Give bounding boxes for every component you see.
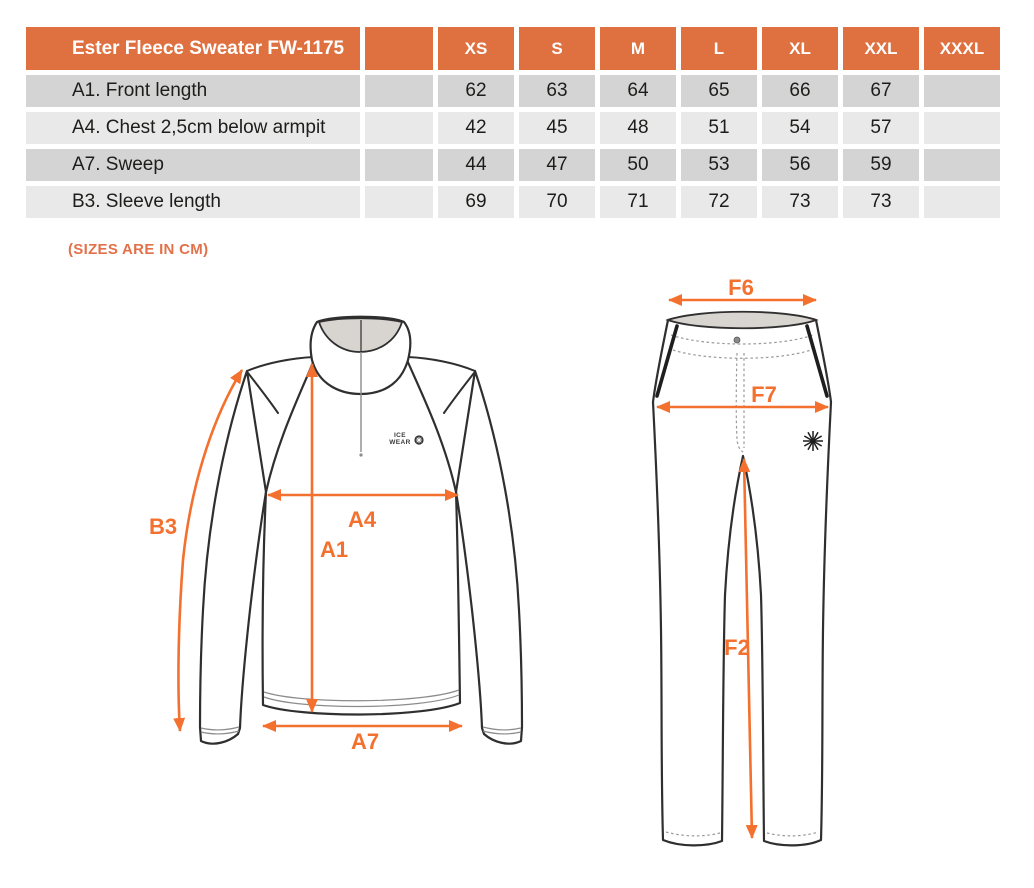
label-f2: F2 [724, 635, 750, 660]
cell-value-empty [924, 112, 1000, 144]
waist-button [734, 337, 740, 343]
size-header-l: L [681, 27, 757, 70]
cell-value: 42 [438, 112, 514, 144]
cell-value: 47 [519, 149, 595, 181]
logo-snowflake-spokes [416, 437, 422, 443]
waistband-inner [668, 312, 816, 329]
cell-value: 53 [681, 149, 757, 181]
size-header-xs: XS [438, 27, 514, 70]
size-table-header-row [26, 27, 1000, 70]
right-shoulder-edge [408, 357, 475, 371]
sweater-right-sleeve [456, 371, 522, 744]
sweater-diagram [140, 298, 565, 763]
header-blank-cell [365, 27, 433, 70]
cell-value: 69 [438, 186, 514, 218]
cell-value: 65 [681, 75, 757, 107]
table-title: Ester Fleece Sweater FW-1175 [26, 27, 360, 70]
cell-value: 72 [681, 186, 757, 218]
row-blank-cell [365, 75, 433, 107]
size-header-xxl: XXL [843, 27, 919, 70]
logo-text-line1: ICE [393, 432, 407, 439]
row-blank-cell [365, 149, 433, 181]
pants-outline [653, 312, 831, 846]
size-table [21, 22, 1005, 223]
cell-value-empty [924, 149, 1000, 181]
label-b3: B3 [148, 514, 178, 539]
cell-value: 66 [762, 75, 838, 107]
cell-value: 73 [843, 186, 919, 218]
cell-value: 48 [600, 112, 676, 144]
sizes-note: (SIZES ARE IN CM) [68, 241, 209, 258]
table-row-chest [26, 112, 1000, 144]
pants-diagram [628, 276, 868, 866]
table-row-sleeve-length [26, 186, 1000, 218]
label-f6: F6 [728, 275, 754, 300]
row-blank-cell [365, 186, 433, 218]
cell-value: 73 [762, 186, 838, 218]
size-header-xxxl: XXXL [924, 27, 1000, 70]
cell-value: 54 [762, 112, 838, 144]
left-shoulder-edge [247, 357, 314, 371]
cell-value: 56 [762, 149, 838, 181]
row-label: B3. Sleeve length [26, 186, 360, 218]
logo-text-line2: WEAR [389, 439, 411, 446]
cell-value: 57 [843, 112, 919, 144]
cell-value: 59 [843, 149, 919, 181]
cell-value: 62 [438, 75, 514, 107]
cell-value: 45 [519, 112, 595, 144]
table-row-sweep [26, 149, 1000, 181]
pants-body [653, 313, 831, 845]
row-label: A4. Chest 2,5cm below armpit [26, 112, 360, 144]
label-f7: F7 [751, 382, 777, 407]
cell-value: 50 [600, 149, 676, 181]
cell-value: 64 [600, 75, 676, 107]
table-row-front-length [26, 75, 1000, 107]
label-a4: A4 [347, 507, 377, 532]
cell-value: 67 [843, 75, 919, 107]
size-header-xl: XL [762, 27, 838, 70]
cell-value: 44 [438, 149, 514, 181]
cell-value-empty [924, 186, 1000, 218]
row-label: A1. Front length [26, 75, 360, 107]
cell-value-empty [924, 75, 1000, 107]
zipper-pull [359, 453, 362, 456]
cell-value: 51 [681, 112, 757, 144]
cell-value: 71 [600, 186, 676, 218]
label-a1: A1 [319, 537, 349, 562]
row-blank-cell [365, 112, 433, 144]
cell-value: 63 [519, 75, 595, 107]
cell-value: 70 [519, 186, 595, 218]
size-header-s: S [519, 27, 595, 70]
size-header-m: M [600, 27, 676, 70]
sweater-left-sleeve [200, 371, 266, 744]
row-label: A7. Sweep [26, 149, 360, 181]
label-a7: A7 [350, 729, 380, 754]
